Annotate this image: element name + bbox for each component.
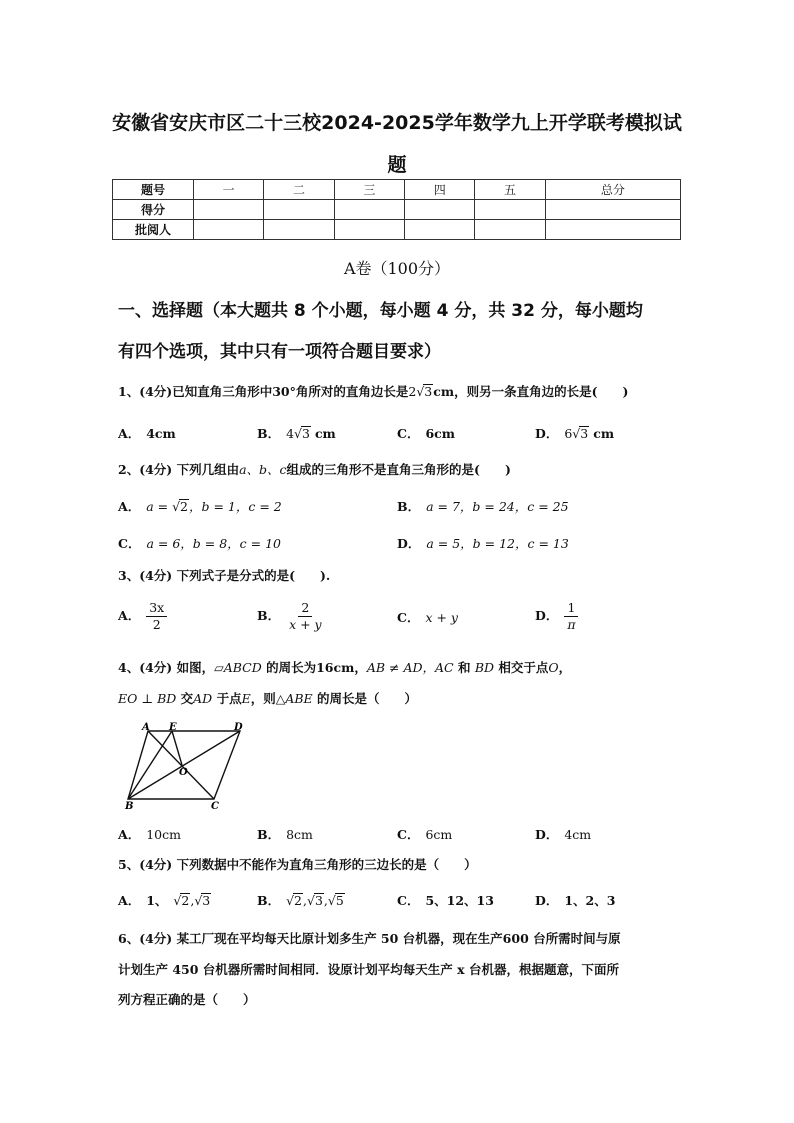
label-d: D [234,722,243,733]
score-cell[interactable] [334,220,404,240]
label-o: O [179,767,188,778]
q2-option-c[interactable]: C． a = 6，b = 8，c = 10 [118,536,281,551]
table-header-cell: 二 [264,180,334,200]
table-header-cell: 题号 [113,180,194,200]
q1-option-b[interactable]: B． 4√3 cm [257,426,336,441]
label-c: C [211,801,219,810]
table-row [113,180,681,200]
score-cell[interactable] [475,200,545,220]
question-4: 4、(4分) 如图，▱ABCD 的周长为16cm，AB ≠ AD，AC 和 BD 相交于点O， [118,660,572,675]
score-cell[interactable] [264,200,334,220]
q1-stem-end: cm，则另一条直角边的长是( ) [433,384,629,399]
q1-stem: 1、(4分)已知直角三角形中30°角所对的直角边长是 [118,384,409,399]
page-title: 安徽省安庆市区二十三校2024-2025学年数学九上开学联考模拟试 [112,112,682,134]
question-1: 1、(4分)已知直角三角形中30°角所对的直角边长是2√3cm，则另一条直角边的长是( ) [118,384,629,399]
q3-option-c[interactable]: C． x + y [397,610,458,625]
score-table [112,179,681,240]
score-cell[interactable] [405,200,475,220]
question-6-cont2: 列方程正确的是（ ） [118,992,256,1007]
q2-vars: a、b、c [239,462,287,477]
question-5: 5、(4分) 下列数据中不能作为直角三角形的三边长的是（ ） [118,857,477,872]
q3-option-a[interactable]: A． $\frac{3x}{2}$ [118,600,167,633]
q4-option-a[interactable]: A． 10cm [118,827,181,842]
table-row [113,200,681,220]
score-cell[interactable] [405,220,475,240]
volume-label: A卷（100分） [343,259,451,278]
table-row-label: 得分 [113,200,194,220]
diagonal-ac [148,731,214,799]
table-header-cell: 四 [405,180,475,200]
score-cell[interactable] [334,200,404,220]
question-6: 6、(4分) 某工厂现在平均每天比原计划多生产 50 台机器，现在生产600 台所需时间与原 [118,931,621,946]
page-title-cont: 题 [387,154,407,176]
table-header-cell: 三 [334,180,404,200]
table-header-cell: 五 [475,180,545,200]
q3-option-b[interactable]: B． $\frac{2}{x + y}$ [257,600,322,632]
score-cell[interactable] [545,220,680,240]
q1-radicand: 3 [424,384,433,399]
score-cell[interactable] [194,200,264,220]
q1-coef: 2 [408,384,417,399]
q1-option-c[interactable]: C． 6cm [397,426,455,441]
section-heading: 一、选择题（本大题共 8 个小题，每小题 4 分，共 32 分，每小题均 [118,301,643,321]
q3-option-d[interactable]: D． $\frac{1}{\pi}$ [535,600,579,633]
q1-option-d[interactable]: D． 6√3 cm [535,426,615,441]
question-6-cont: 计划生产 450 台机器所需时间相同．设原计划平均每天生产 x 台机器，根据题意，下面所 [118,962,619,977]
score-cell[interactable] [194,220,264,240]
q5-option-c[interactable]: C． 5、12、13 [397,893,494,908]
q4-option-c[interactable]: C． 6cm [397,827,453,842]
q2-option-b[interactable]: B． a = 7，b = 24，c = 25 [397,499,569,514]
score-cell[interactable] [545,200,680,220]
section-heading-cont: 有四个选项，其中只有一项符合题目要求） [118,342,441,362]
table-header-cell: 总分 [545,180,680,200]
q2-option-a[interactable]: A． a = √2，b = 1，c = 2 [118,499,282,514]
score-cell[interactable] [264,220,334,240]
question-3: 3、(4分) 下列式子是分式的是( ). [118,568,331,583]
q5-option-d[interactable]: D． 1、2、3 [535,893,616,908]
table-row [113,220,681,240]
q4-option-b[interactable]: B． 8cm [257,827,313,842]
table-header-cell: 一 [194,180,264,200]
q1-option-a[interactable]: A． 4cm [118,426,176,441]
table-row-label: 批阅人 [113,220,194,240]
q5-option-b[interactable]: B． √2,√3,√5 [257,893,344,908]
question-2: 2、(4分) 下列几组由a、b、c组成的三角形不是直角三角形的是( ) [118,462,511,477]
q5-option-a[interactable]: A． 1、 √2,√3 [118,893,211,908]
parallelogram-figure [118,720,258,810]
score-cell[interactable] [475,220,545,240]
q4-option-d[interactable]: D． 4cm [535,827,592,842]
label-b: B [125,801,134,810]
q2-option-d[interactable]: D． a = 5，b = 12，c = 13 [397,536,569,551]
segment-be [128,731,172,799]
question-4-cont: EO ⊥ BD 交AD 于点E，则△ABE 的周长是（ ） [118,691,418,706]
label-e: E [169,722,177,733]
label-a: A [142,722,150,733]
